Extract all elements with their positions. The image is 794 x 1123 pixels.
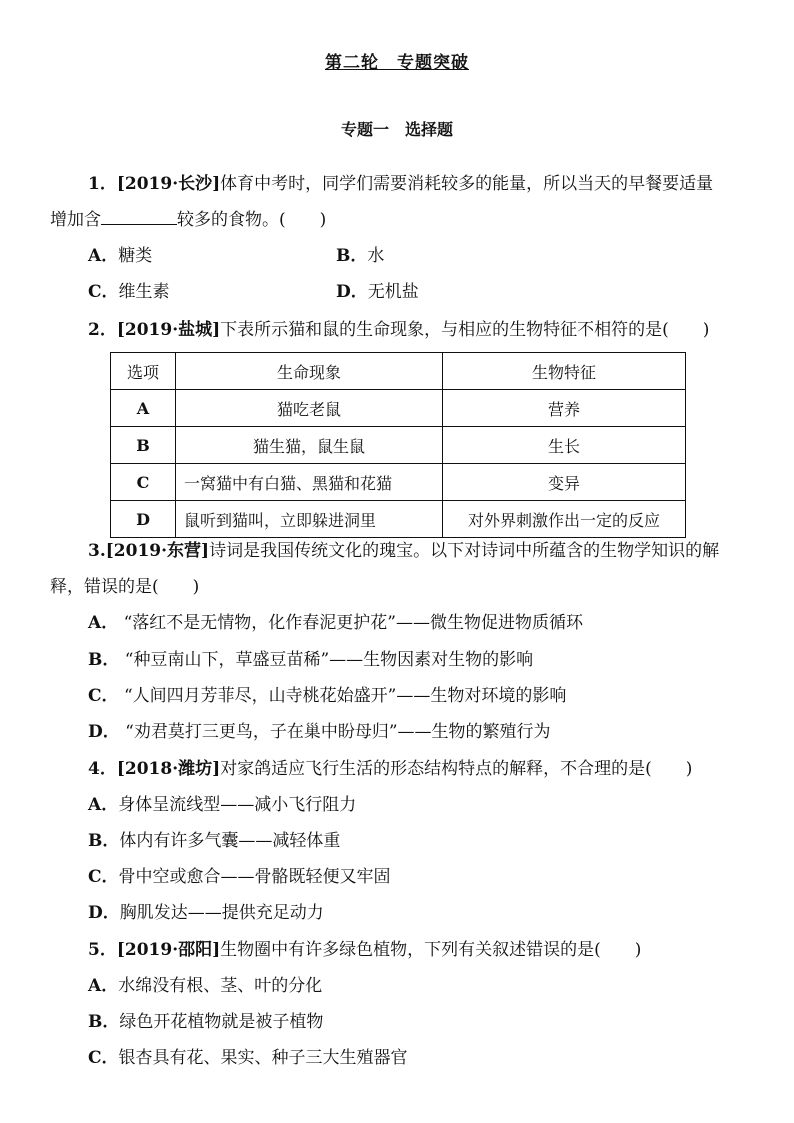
option-text: 骨中空或愈合——骨骼既轻便又牢固: [118, 867, 391, 887]
table-cell: 猫生猫，鼠生鼠: [176, 427, 443, 464]
q4-option-b: [88, 829, 340, 853]
table-cell: 鼠听到猫叫，立即躲进洞里: [176, 501, 443, 538]
q1-text-b-post: 较多的食物。( ): [177, 210, 327, 230]
table-row: [111, 427, 686, 464]
option-letter: B．: [88, 1012, 120, 1032]
option-text: 维生素: [118, 282, 170, 302]
q1-text-b-pre: 增加含: [50, 210, 101, 230]
option-text: 体内有许多气囊——减轻体重: [119, 831, 341, 851]
option-letter: D．: [88, 722, 120, 742]
q2-stem: [88, 318, 709, 342]
q3-stem-line2: 释，错误的是( ): [50, 577, 200, 597]
q5-stem: [88, 938, 641, 962]
option-letter: D．: [88, 903, 120, 923]
q1-option-c: [88, 280, 170, 304]
q2-source: [2019·盐城]: [116, 320, 221, 340]
table-cell-option: A: [111, 390, 176, 427]
q3-number: 3.: [88, 541, 106, 561]
option-text: 糖类: [118, 246, 153, 266]
option-letter: B．: [88, 650, 120, 670]
q4-text: 对家鸽适应飞行生活的形态结构特点的解释，不合理的是( ): [220, 759, 693, 779]
table-cell-option: C: [111, 464, 176, 501]
q1-answer-blank: [101, 208, 177, 225]
table-header-cell: 生命现象: [176, 353, 443, 390]
table-cell-option: B: [111, 427, 176, 464]
q5-number: 5．: [88, 940, 117, 960]
q1-source: [2019·长沙]: [116, 174, 221, 194]
option-text: “人间四月芳菲尽，山寺桃花始盛开”——生物对环境的影响: [123, 686, 567, 706]
page-title: 第二轮 专题突破: [325, 53, 469, 73]
q3-option-b: [88, 648, 533, 672]
q3-text-a: 诗词是我国传统文化的瑰宝。以下对诗词中所蕴含的生物学知识的解: [209, 541, 720, 561]
q5-option-a: [88, 974, 322, 998]
q4-number: 4．: [88, 759, 117, 779]
q1-stem-line2: [50, 208, 326, 232]
option-text: 无机盐: [367, 282, 419, 302]
table-header-cell: 生物特征: [443, 353, 686, 390]
q5-source: [2019·邵阳]: [116, 940, 221, 960]
option-letter: D．: [336, 282, 368, 302]
table-cell: 猫吃老鼠: [176, 390, 443, 427]
q2-number: 2．: [88, 320, 117, 340]
option-letter: B．: [336, 246, 368, 266]
table-cell-option: D: [111, 501, 176, 538]
q3-option-a: [88, 611, 583, 635]
q4-source: [2018·潍坊]: [116, 759, 221, 779]
table-header-row: [111, 353, 686, 390]
table-cell: 变异: [443, 464, 686, 501]
option-letter: C．: [88, 1048, 119, 1068]
option-text: 胸肌发达——提供充足动力: [119, 903, 324, 923]
table-cell: 一窝猫中有白猫、黑猫和花猫: [176, 464, 443, 501]
table-row: [111, 501, 686, 538]
q2-table: [110, 352, 686, 538]
option-letter: C．: [88, 867, 119, 887]
option-letter: A．: [88, 246, 119, 266]
q5-text: 生物圈中有许多绿色植物，下列有关叙述错误的是( ): [220, 940, 642, 960]
table-header-cell: 选项: [111, 353, 176, 390]
q1-stem-line1: [88, 172, 713, 196]
q4-stem: [88, 757, 692, 781]
q4-option-c: [88, 865, 391, 889]
option-text: “劝君莫打三更鸟，子在巢中盼母归”——生物的繁殖行为: [125, 722, 551, 742]
q3-option-d: [88, 720, 551, 744]
option-text: 水: [367, 246, 385, 266]
q1-option-b: [336, 244, 384, 268]
option-letter: C．: [88, 686, 119, 706]
table-cell: 对外界刺激作出一定的反应: [443, 501, 686, 538]
table-cell: 生长: [443, 427, 686, 464]
q1-text-a: 体育中考时，同学们需要消耗较多的能量，所以当天的早餐要适量: [220, 174, 714, 194]
option-text: 水绵没有根、茎、叶的分化: [118, 976, 323, 996]
q3-stem-line1: [88, 539, 719, 563]
option-text: 银杏具有花、果实、种子三大生殖器官: [118, 1048, 408, 1068]
option-text: “种豆南山下，草盛豆苗稀”——生物因素对生物的影响: [124, 650, 534, 670]
option-letter: A．: [88, 976, 119, 996]
q1-number: 1．: [88, 174, 117, 194]
option-letter: A．: [88, 613, 119, 633]
option-letter: C．: [88, 282, 119, 302]
q4-option-a: [88, 793, 356, 817]
option-letter: A．: [88, 795, 119, 815]
q2-text: 下表所示猫和鼠的生命现象，与相应的生物特征不相符的是( ): [220, 320, 710, 340]
table-cell: 营养: [443, 390, 686, 427]
option-text: 绿色开花植物就是被子植物: [119, 1012, 324, 1032]
option-letter: B．: [88, 831, 120, 851]
table-row: [111, 464, 686, 501]
q4-option-d: [88, 901, 324, 925]
section-subtitle: 专题一 选择题: [340, 120, 453, 139]
q3-option-c: [88, 684, 566, 708]
q1-option-a: [88, 244, 152, 268]
table-row: [111, 390, 686, 427]
q1-option-d: [336, 280, 419, 304]
q3-source: [2019·东营]: [105, 541, 210, 561]
q5-option-c: [88, 1046, 408, 1070]
q5-option-b: [88, 1010, 323, 1034]
option-text: “落红不是无情物，化作春泥更护花”——微生物促进物质循环: [123, 613, 583, 633]
option-text: 身体呈流线型——减小飞行阻力: [118, 795, 357, 815]
